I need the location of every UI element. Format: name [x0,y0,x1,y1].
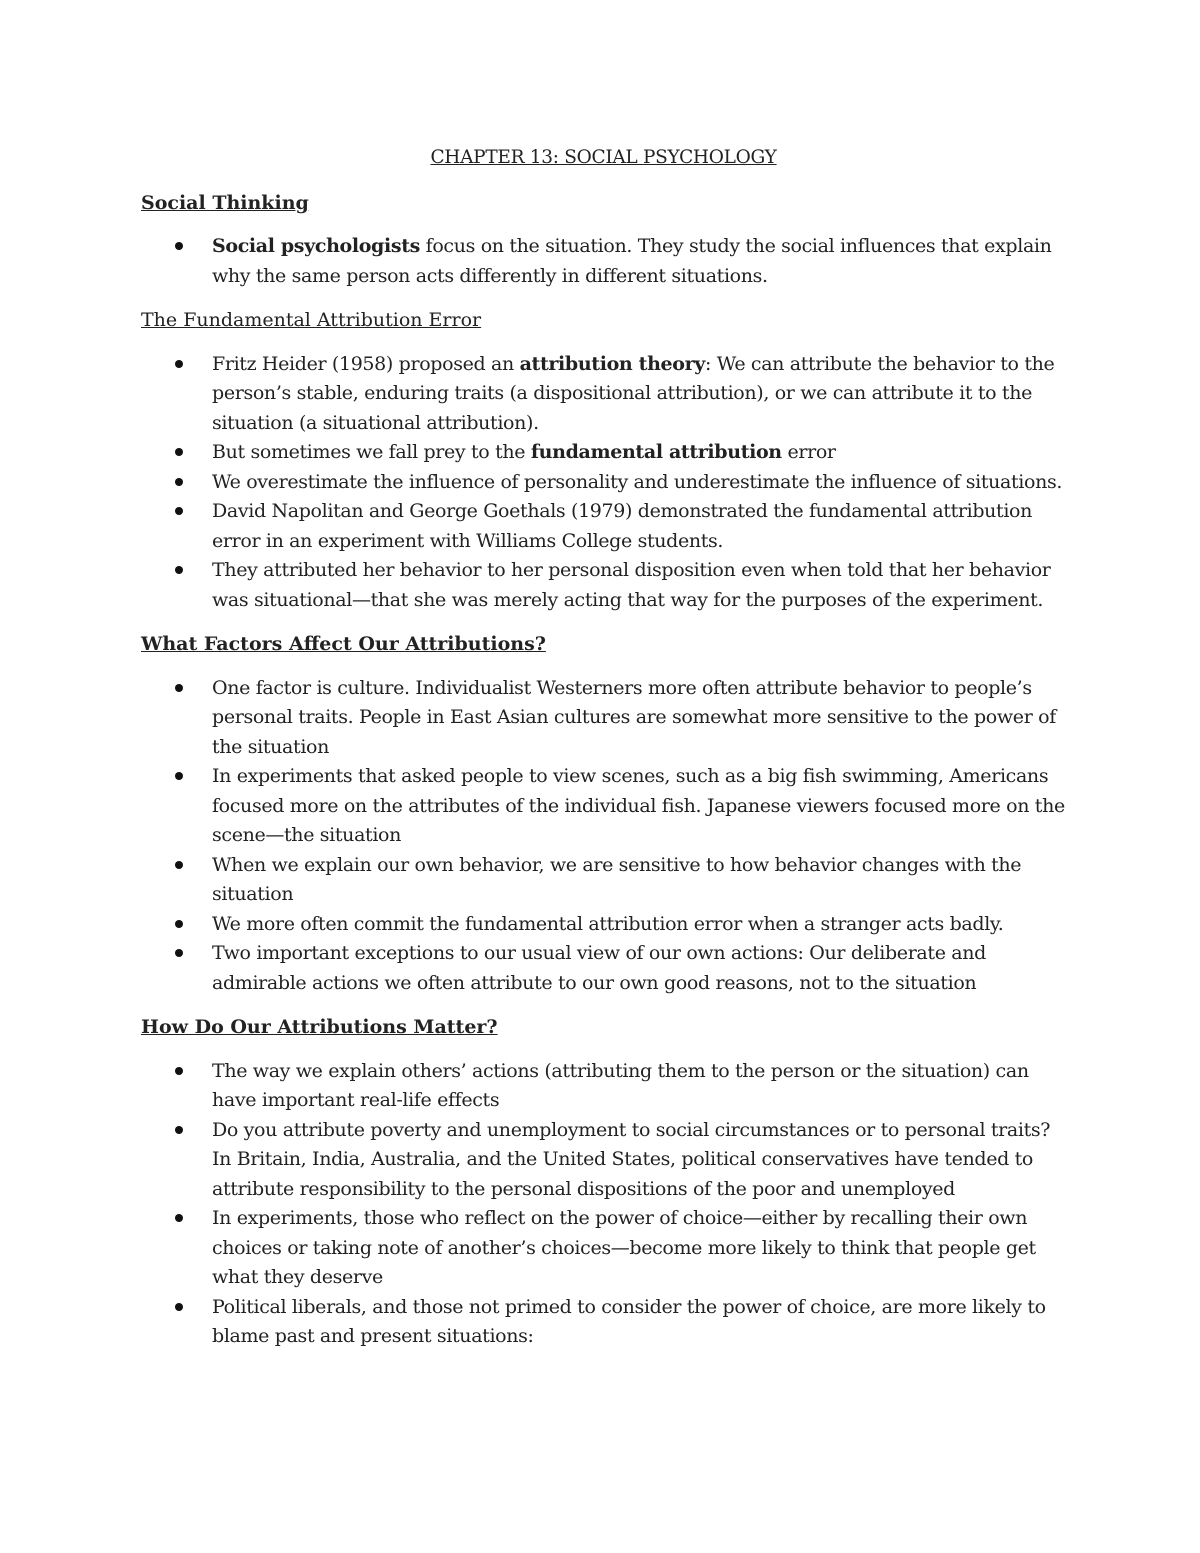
list-item [212,910,1066,940]
item-text: In experiments, those who reflect on the power of choice—either by recalling their own choices or taking note of another’s choices—become more likely to think that people get what they deserve [212,1207,1036,1288]
heading-attributions-matter: How Do Our Attributions Matter? [141,1016,498,1038]
list-item [212,762,1066,851]
bullet-icon [175,772,183,780]
item-text: Political liberals, and those not primed to consider the power of choice, are more likely to blame past and present situations: [212,1295,1046,1347]
list-item [212,1204,1066,1293]
heading-what-factors: What Factors Affect Our Attributions? [141,633,546,655]
list-what-factors [141,674,1066,999]
list-item [212,674,1066,763]
bullet-icon [175,1214,183,1222]
bullet-icon [175,920,183,928]
document-content [141,143,1066,1367]
list-item [212,350,1066,439]
bullet-icon [175,360,183,368]
bullet-icon [175,448,183,456]
bullet-icon [175,242,183,250]
list-item [212,438,1066,468]
item-text: Do you attribute poverty and unemployment to social circumstances or to personal traits? In Britain, India, Australia, and the United States, political conservatives have tended to attribute responsibility to the personal dispositions of the poor and unemployed [212,1118,1051,1200]
list-item [212,851,1066,910]
list-fundamental-attribution-error [141,350,1066,616]
item-text: One factor is culture. Individualist Westerners more often attribute behavior to people’s personal traits. People in East Asian cultures are somewhat more sensitive to the power of the situation [212,676,1056,758]
bullet-icon [175,1303,183,1311]
bullet-icon [175,684,183,692]
list-item [212,556,1066,615]
bullet-icon [175,861,183,869]
bullet-icon [175,949,183,957]
item-text: David Napolitan and George Goethals (1979) demonstrated the fundamental attribution error in an experiment with Williams College students. [212,500,1033,552]
item-text: In experiments that asked people to view scenes, such as a big fish swimming, Americans focused more on the attributes of the individual fish. Japanese viewers focused more on the scene—the situation [212,765,1065,846]
bullet-icon [175,478,183,486]
bold-term: fundamental attribution [530,441,782,463]
item-text: focus on the situation. They study the social influences that explain why the same person acts differently in different situations. [212,235,1052,287]
item-text: When we explain our own behavior, we are sensitive to how behavior changes with the situation [212,853,1022,905]
item-text: Two important exceptions to our usual view of our own actions: Our deliberate and admirable actions we often attribute to our own good reasons, not to the situation [212,942,986,994]
list-item [212,1057,1066,1116]
list-item [212,468,1066,498]
item-text: : We can attribute the behavior to the person’s stable, enduring traits (a dispositional attribution), or we can attribute it to the situation (a situational attribution). [212,352,1055,434]
bold-term: Social psychologists [212,235,420,257]
list-social-thinking [141,232,1066,291]
list-item [212,1116,1066,1205]
item-text: We more often commit the fundamental attribution error when a stranger acts badly. [212,912,1004,935]
list-item [212,232,1066,291]
bold-term: attribution theory [519,352,705,375]
item-text: We overestimate the influence of personality and underestimate the influence of situations. [212,470,1063,493]
heading-fundamental-attribution-error: The Fundamental Attribution Error [141,309,482,331]
list-item [212,939,1066,998]
list-attributions-matter [141,1057,1066,1352]
list-item [212,497,1066,556]
chapter-title: CHAPTER 13: SOCIAL PSYCHOLOGY [430,147,777,168]
list-item [212,1293,1066,1352]
item-text: Fritz Heider (1958) proposed an [212,352,520,375]
bullet-icon [175,566,183,574]
bullet-icon [175,1126,183,1134]
item-text: They attributed her behavior to her personal disposition even when told that her behavior was situational—that she was merely acting that way for the purposes of the experiment. [212,559,1051,611]
item-text: error [781,441,836,463]
item-text: But sometimes we fall prey to the [212,441,531,463]
bullet-icon [175,507,183,515]
heading-social-thinking: Social Thinking [141,191,309,214]
bullet-icon [175,1067,183,1075]
item-text: The way we explain others’ actions (attributing them to the person or the situation) can have important real-life effects [212,1059,1029,1111]
